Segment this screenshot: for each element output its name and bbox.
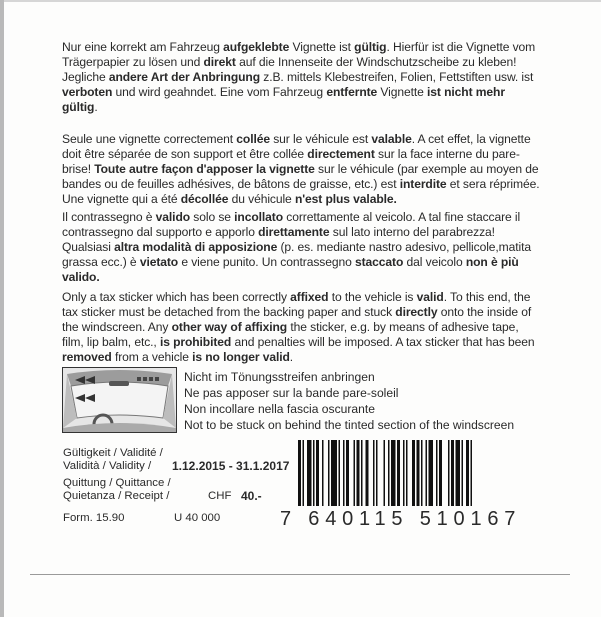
- text-run: et sera réprimée. Une vignette qui a été: [62, 177, 540, 207]
- warning-it: Non incollare nella fascia oscurante: [184, 402, 375, 416]
- text-run: and penalties will be imposed. A tax sticker that has been: [231, 335, 535, 350]
- barcode-bar: [462, 440, 464, 506]
- text-run: interdite: [399, 177, 447, 192]
- text-run: solo se: [190, 210, 235, 224]
- barcode-bar: [388, 440, 390, 506]
- text-run: dal veicolo: [403, 255, 466, 270]
- text-run: sur le véhicule (par exemple au moyen de bandes ou de feuilles adhésives, de bâtons de graisse, etc.) est: [62, 162, 539, 192]
- text-run: du véhicule: [228, 192, 295, 207]
- text-run: correttamente al veicolo. A tal fine staccare il contrassegno dal supporto e apporlo: [62, 210, 521, 240]
- barcode-bar: [417, 440, 420, 506]
- paragraph-french: [62, 132, 542, 207]
- windscreen-tint-strip-icon: [62, 367, 177, 433]
- text-run: andere Art der Anbringung: [108, 70, 260, 85]
- barcode-bar: [298, 440, 301, 506]
- barcode-bar: [328, 440, 330, 506]
- barcode-bar: [316, 440, 319, 506]
- currency-label: CHF: [208, 490, 232, 502]
- barcode-bar: [322, 440, 324, 506]
- text-run: sur le véhicule est: [269, 132, 372, 146]
- text-run: Vignette ist: [289, 40, 355, 54]
- form-number: Form. 15.90: [63, 512, 125, 524]
- text-run: Seule une vignette correctement: [62, 132, 237, 146]
- text-run: removed: [62, 350, 112, 365]
- barcode-bar: [429, 440, 434, 506]
- validity-dates: 1.12.2015 - 31.1.2017: [172, 459, 290, 473]
- barcode-bar: [403, 440, 405, 506]
- warning-fr: Ne pas apposer sur la bande pare-soleil: [184, 386, 399, 400]
- serial-code: U 40 000: [174, 512, 221, 524]
- paper-bottom-fold: [30, 574, 570, 575]
- text-run: z.B. mittels Klebestreifen, Folien, Fettstiften usw. ist: [259, 70, 534, 85]
- paragraph-german: [62, 40, 542, 115]
- text-run: .: [289, 350, 294, 365]
- text-run: n'est plus valable.: [294, 192, 397, 207]
- text-run: (p. es. mediante nastro adesivo, pellicole,matita grassa ecc.) è: [62, 240, 532, 270]
- text-run: directement: [307, 147, 375, 162]
- validity-label-1: Gültigkeit / Validité /: [63, 447, 163, 459]
- barcode-bar: [397, 440, 400, 506]
- warning-en: Not to be stuck on behind the tinted section of the windscreen: [184, 418, 515, 432]
- receipt-label-2: Quietanza / Receipt /: [63, 490, 170, 502]
- text-run: Only a tax sticker which has been correctly: [62, 290, 291, 304]
- text-run: . Hierfür ist die Vignette vom Trägerpapier zu lösen und: [62, 40, 536, 70]
- barcode: [298, 440, 512, 510]
- text-run: Toute autre façon d'apposer la vignette: [94, 162, 315, 177]
- text-run: .: [94, 100, 98, 115]
- barcode-bar: [448, 440, 450, 506]
- barcode-bar: [471, 440, 473, 506]
- barcode-bar: [357, 440, 360, 506]
- barcode-bar: [391, 440, 396, 506]
- text-run: is prohibited: [159, 335, 232, 350]
- barcode-bar: [406, 440, 408, 506]
- barcode-bar: [343, 440, 345, 506]
- text-run: from a vehicle: [111, 350, 193, 365]
- barcode-bar: [466, 440, 469, 506]
- text-run: sul lato interno del parabrezza! Qualsiasi: [62, 225, 495, 255]
- barcode-number: 7 640115 510167: [280, 508, 522, 530]
- text-run: verboten: [62, 85, 113, 100]
- text-run: décollée: [180, 192, 229, 207]
- text-run: und wird geahndet. Eine vom Fahrzeug: [112, 85, 327, 100]
- barcode-bar: [339, 440, 341, 506]
- barcode-bar: [451, 440, 454, 506]
- text-run: is no longer valid: [192, 350, 290, 365]
- barcode-bar: [346, 440, 349, 506]
- text-run: Nur eine korrekt am Fahrzeug: [62, 40, 224, 54]
- text-run: auf die Innenseite der Windschutzscheibe zu kleben! Jegliche: [62, 55, 517, 85]
- paragraph-english: [62, 290, 542, 365]
- paragraph-italian: [62, 210, 542, 285]
- text-run: onto the inside of the windscreen. Any: [62, 305, 532, 335]
- paper-left-edge: [0, 0, 4, 617]
- barcode-bar: [373, 440, 375, 506]
- text-run: valid: [416, 290, 444, 304]
- barcode-bar: [303, 440, 305, 506]
- text-run: . To this end, the tax sticker must be detached from the backing paper and stuck: [62, 290, 531, 320]
- text-run: entfernte: [326, 85, 378, 100]
- barcode-bar: [421, 440, 423, 506]
- barcode-bar: [436, 440, 438, 506]
- validity-label-2: Validità / Validity /: [63, 460, 152, 472]
- text-run: vietato: [139, 255, 179, 270]
- text-run: valido: [155, 210, 191, 224]
- barcode-bar: [361, 440, 363, 506]
- text-run: Il contrassegno è: [62, 210, 156, 224]
- text-run: sur la face interne du pare-brise!: [62, 147, 520, 177]
- barcode-bar: [439, 440, 442, 506]
- text-run: collée: [236, 132, 270, 146]
- text-run: aufgeklebte: [223, 40, 290, 54]
- barcode-bar: [376, 440, 378, 506]
- paper-top-edge: [0, 0, 601, 2]
- text-run: . A cet effet, la vignette doit être séparée de son support et être collée: [62, 132, 531, 162]
- text-run: Vignette: [377, 85, 428, 100]
- barcode-bar: [412, 440, 415, 506]
- text-run: other way of affixing: [171, 320, 288, 335]
- barcode-bar: [354, 440, 356, 506]
- barcode-bar: [313, 440, 315, 506]
- text-run: e viene punito. Un contrassegno: [178, 255, 355, 270]
- text-run: ist nicht mehr gültig: [62, 85, 505, 115]
- text-run: directly: [395, 305, 438, 320]
- text-run: incollato: [234, 210, 283, 224]
- barcode-bar: [331, 440, 337, 506]
- barcode-bar: [307, 440, 312, 506]
- text-run: valable: [371, 132, 412, 146]
- barcode-bar: [384, 440, 386, 506]
- receipt-label-1: Quittung / Quittance /: [63, 477, 171, 489]
- text-run: to the vehicle is: [328, 290, 417, 304]
- text-run: affixed: [290, 290, 329, 304]
- barcode-bar: [426, 440, 428, 506]
- barcode-bar: [456, 440, 461, 506]
- text-run: altra modalità di apposizione: [114, 240, 278, 255]
- text-run: the sticker, e.g. by means of adhesive tape, film, lip balm, etc.,: [62, 320, 519, 350]
- warning-de: Nicht im Tönungsstreifen anbringen: [184, 370, 375, 384]
- text-run: non è più valido.: [62, 255, 519, 285]
- text-run: direkt: [203, 55, 236, 70]
- text-run: direttamente: [258, 225, 330, 240]
- amount-value: 40.-: [241, 489, 262, 503]
- text-run: gültig: [354, 40, 387, 54]
- text-run: staccato: [354, 255, 404, 270]
- barcode-bar: [366, 440, 369, 506]
